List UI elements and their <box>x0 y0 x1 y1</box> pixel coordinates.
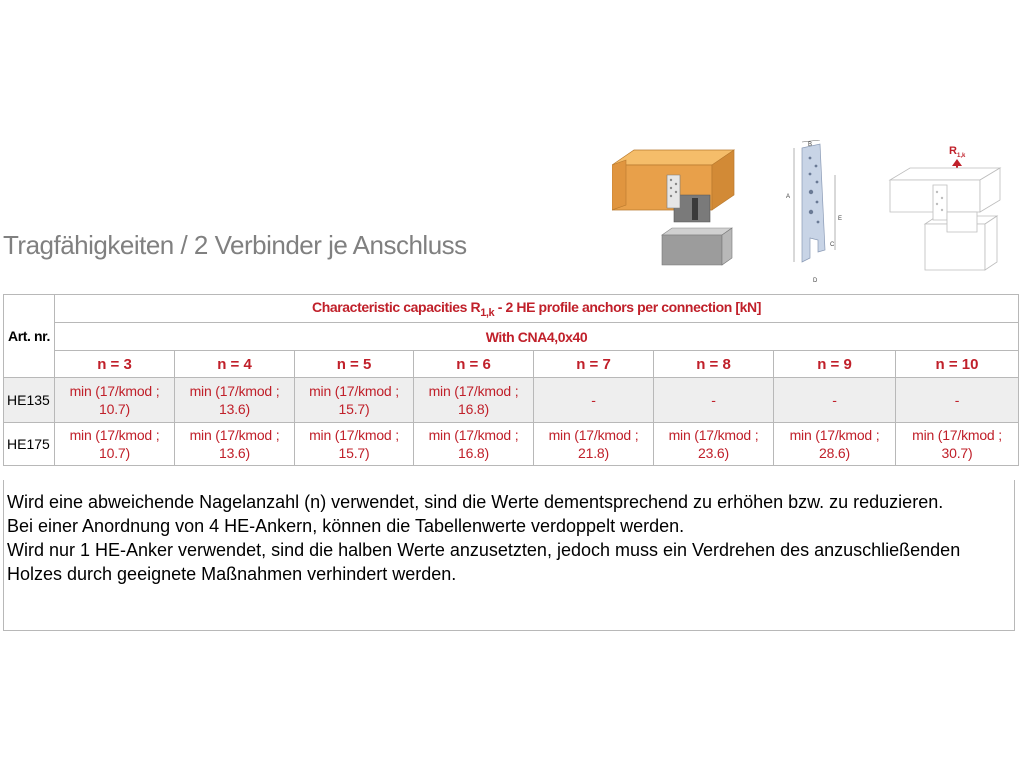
n-header: n = 9 <box>774 351 896 378</box>
capacity-cell: min (17/kmod ; 28.6) <box>774 423 896 466</box>
n-header: n = 6 <box>414 351 534 378</box>
load-arrow-icon <box>952 159 962 166</box>
art-nr-header: Art. nr. <box>4 295 55 378</box>
table-row <box>4 378 1019 423</box>
n-header: n = 5 <box>295 351 414 378</box>
note-paragraph: Bei einer Anordnung von 4 HE-Ankern, können die Tabellenwerte verdoppelt werden. <box>7 516 685 536</box>
load-label-sub: 1,k <box>957 153 966 159</box>
plate-label-a: A <box>786 194 791 200</box>
n-header: n = 7 <box>534 351 654 378</box>
page-title: Tragfähigkeiten / 2 Verbinder je Anschluss <box>3 230 467 260</box>
n-header: n = 3 <box>55 351 175 378</box>
capacity-cell: min (17/kmod ; 10.7) <box>55 378 175 423</box>
capacity-table <box>3 294 1019 466</box>
note-paragraph: Wird nur 1 HE-Anker verwendet, sind die halben Werte anzusetzten, jedoch muss ein Verdrehen des anzuschließenden Holzes durch geeignete Maßnahmen verhindert werden. <box>7 540 961 584</box>
note-paragraph: Wird eine abweichende Nagelanzahl (n) verwendet, sind die Werte dementsprechend zu erhöhen bzw. zu reduzieren. <box>7 492 944 512</box>
n-header: n = 8 <box>654 351 774 378</box>
beam-connection-illustration <box>612 140 740 268</box>
capacity-cell: min (17/kmod ; 21.8) <box>534 423 654 466</box>
capacity-cell: min (17/kmod ; 23.6) <box>654 423 774 466</box>
capacity-cell: min (17/kmod ; 13.6) <box>175 423 295 466</box>
capacity-cell: min (17/kmod ; 15.7) <box>295 423 414 466</box>
capacity-cell: - <box>534 378 654 423</box>
table-title-sub: 1,k <box>480 306 495 319</box>
capacity-cell: - <box>896 378 1019 423</box>
plate-label-e: E <box>838 216 843 222</box>
table-title-rest: - 2 HE profile anchors per connection [kN] <box>494 298 762 315</box>
load-direction-illustration <box>885 140 1005 280</box>
table-row <box>4 423 1019 466</box>
capacity-cell: min (17/kmod ; 30.7) <box>896 423 1019 466</box>
table-title <box>55 295 1019 323</box>
plate-label-c: C <box>830 242 835 248</box>
capacity-cell: min (17/kmod ; 15.7) <box>295 378 414 423</box>
capacity-cell: - <box>774 378 896 423</box>
fastener-header: With CNA4,0x40 <box>55 323 1019 351</box>
row-art-nr: HE135 <box>4 378 55 423</box>
n-header: n = 10 <box>896 351 1019 378</box>
anchor-plate-dimension-drawing <box>780 140 850 285</box>
capacity-cell: min (17/kmod ; 10.7) <box>55 423 175 466</box>
load-label: R <box>949 145 957 157</box>
table-title-main: Characteristic capacities R <box>312 298 481 315</box>
row-art-nr: HE175 <box>4 423 55 466</box>
capacity-cell: min (17/kmod ; 16.8) <box>414 423 534 466</box>
plate-label-d: D <box>813 278 818 284</box>
notes-box <box>3 480 1015 631</box>
capacity-cell: min (17/kmod ; 16.8) <box>414 378 534 423</box>
plate-label-b: B <box>808 142 813 148</box>
capacity-cell: - <box>654 378 774 423</box>
capacity-cell: min (17/kmod ; 13.6) <box>175 378 295 423</box>
n-header: n = 4 <box>175 351 295 378</box>
